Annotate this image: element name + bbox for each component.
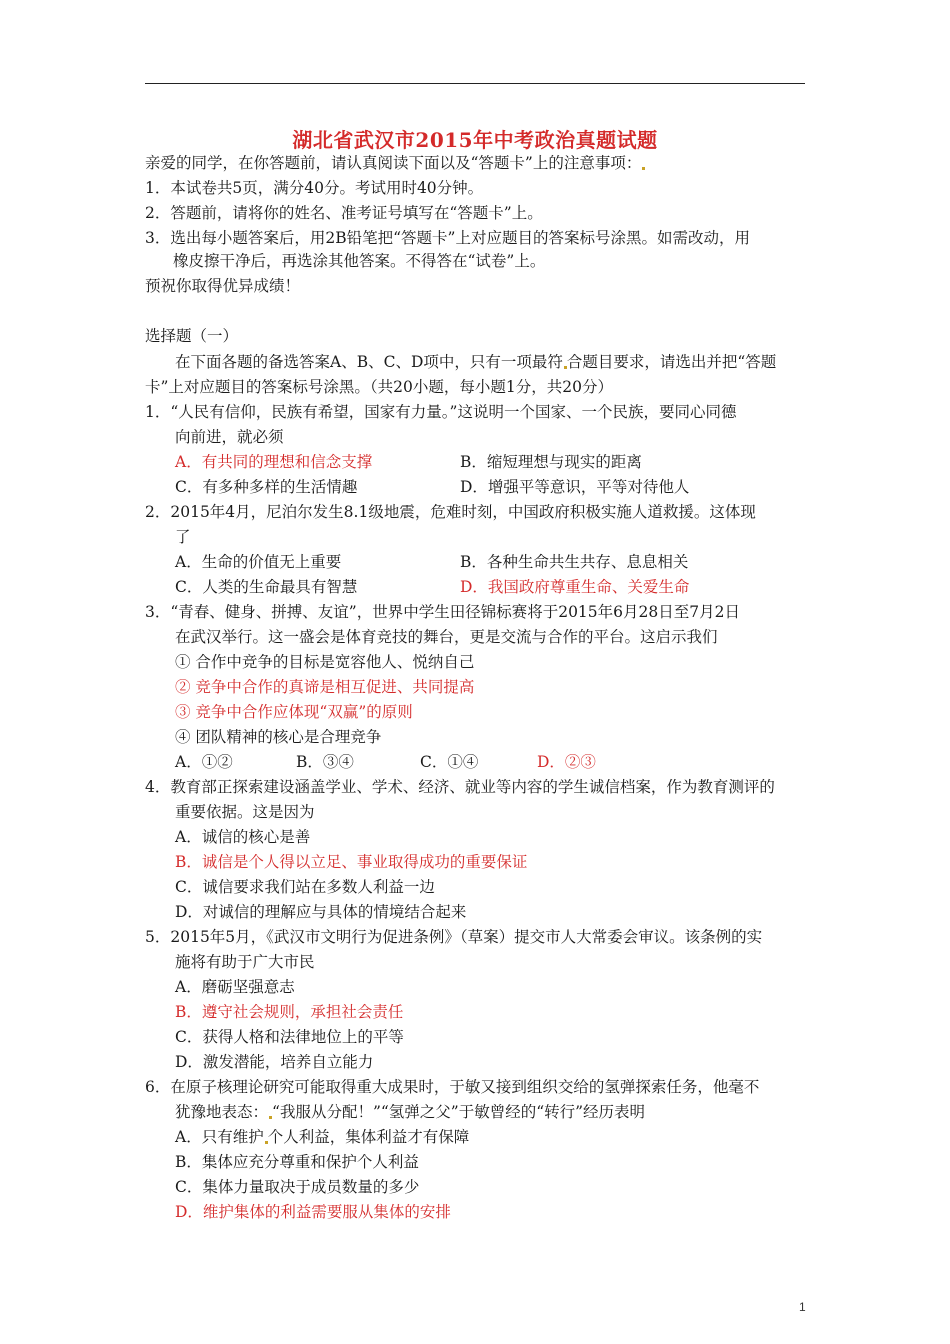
q4-option-c: C．诚信要求我们站在多数人利益一边 <box>175 878 435 896</box>
q1-option-d: D．增强平等意识，平等对待他人 <box>460 478 690 496</box>
q2-option-b: B．各种生命共生共存、息息相关 <box>460 553 689 571</box>
section-heading: 选择题（一） <box>145 327 239 345</box>
q3-stem: 3．“青春、健身、拼搏、友谊”，世界中学生田径锦标赛将于2015年6月28日至7月2日 <box>145 603 740 621</box>
q5-option-a: A．磨砺坚强意志 <box>175 978 295 996</box>
q2-option-c: C．人类的生命最具有智慧 <box>175 578 358 596</box>
note-1: 1．本试卷共5页，满分40分。考试用时40分钟。 <box>145 179 484 197</box>
q3-option-c: C．①④ <box>420 753 479 771</box>
section-instruction-cont: 卡”上对应题目的答案标号涂黑。（共20小题，每小题1分，共20分） <box>145 378 613 396</box>
q1-option-a: A．有共同的理想和信念支撑 <box>175 453 373 471</box>
q4-stem: 4．教育部正探索建设涵盖学业、学术、经济、就业等内容的学生诚信档案，作为教育测评的 <box>145 778 775 796</box>
q3-option-a: A．①② <box>175 753 233 771</box>
q6-option-c: C．集体力量取决于成员数量的多少 <box>175 1178 420 1196</box>
section-instruction: 在下面各题的备选答案A、B、C、D项中，只有一项最符 合题目要求，请选出并把“答题 <box>175 353 777 371</box>
q1-stem-cont: 向前进，就必须 <box>175 428 284 446</box>
intro-wish: 预祝你取得优异成绩！ <box>145 277 301 295</box>
q6-option-d: D．维护集体的利益需要服从集体的安排 <box>175 1203 451 1221</box>
q6-option-b: B．集体应充分尊重和保护个人利益 <box>175 1153 419 1171</box>
q2-stem: 2．2015年4月，尼泊尔发生8.1级地震，危难时刻，中国政府积极实施人道救援。这体现 <box>145 503 756 521</box>
intro-greeting: 亲爱的同学，在你答题前，请认真阅读下面以及“答题卡”上的注意事项： <box>145 153 645 173</box>
q4-option-b: B．诚信是个人得以立足、事业取得成功的重要保证 <box>175 853 528 871</box>
header-rule <box>145 83 805 84</box>
q3-statement-4: ④ 团队精神的核心是合理竞争 <box>175 728 382 746</box>
q1-stem: 1．“人民有信仰，民族有希望，国家有力量。”这说明一个国家、一个民族，要同心同德 <box>145 403 737 421</box>
q3-statement-1: ① 合作中竞争的目标是宽容他人、悦纳自己 <box>175 653 475 671</box>
note-3-cont: 橡皮擦干净后，再选涂其他答案。不得答在“试卷”上。 <box>173 252 546 270</box>
q5-stem-cont: 施将有助于广大市民 <box>175 953 315 971</box>
note-3: 3．选出每小题答案后，用2B铅笔把“答题卡”上对应题目的答案标号涂黑。如需改动，用 <box>145 229 750 247</box>
q3-statement-2: ② 竞争中合作的真谛是相互促进、共同提高 <box>175 678 475 696</box>
page-title: 湖北省武汉市2015年中考政治真题试题 <box>292 128 658 152</box>
q3-option-b: B．③④ <box>296 753 354 771</box>
note-2: 2．答题前，请将你的姓名、准考证号填写在“答题卡”上。 <box>145 204 543 222</box>
q6-stem-cont: 犹豫地表态： “我服从分配！”“氢弹之父”于敏曾经的“转行”经历表明 <box>175 1103 646 1121</box>
q3-stem-cont: 在武汉举行。这一盛会是体育竞技的舞台，更是交流与合作的平台。这启示我们 <box>175 628 718 646</box>
q2-option-a: A．生命的价值无上重要 <box>175 553 342 571</box>
mark-dot <box>642 167 645 170</box>
q3-statement-3: ③ 竞争中合作应体现“双赢”的原则 <box>175 703 413 721</box>
q4-option-d: D．对诚信的理解应与具体的情境结合起来 <box>175 903 467 921</box>
q1-option-b: B．缩短理想与现实的距离 <box>460 453 642 471</box>
q2-option-d: D．我国政府尊重生命、关爱生命 <box>460 578 690 596</box>
q4-stem-cont: 重要依据。这是因为 <box>175 803 315 821</box>
q5-stem: 5．2015年5月，《武汉市文明行为促进条例》（草案）提交市人大常委会审议。该条例的实 <box>145 928 763 946</box>
q1-option-c: C．有多种多样的生活情趣 <box>175 478 358 496</box>
q6-option-a: A．只有维护 个人利益，集体利益才有保障 <box>175 1128 470 1146</box>
q5-option-b: B．遵守社会规则，承担社会责任 <box>175 1003 404 1021</box>
q5-option-c: C．获得人格和法律地位上的平等 <box>175 1028 404 1046</box>
q2-stem-cont: 了 <box>175 528 191 546</box>
page-number: 1 <box>799 1300 806 1314</box>
q3-option-d: D．②③ <box>537 753 596 771</box>
q6-stem: 6．在原子核理论研究可能取得重大成果时，于敏又接到组织交给的氢弹探索任务，他毫不 <box>145 1078 760 1096</box>
q5-option-d: D．激发潜能，培养自立能力 <box>175 1053 374 1071</box>
q4-option-a: A．诚信的核心是善 <box>175 828 311 846</box>
